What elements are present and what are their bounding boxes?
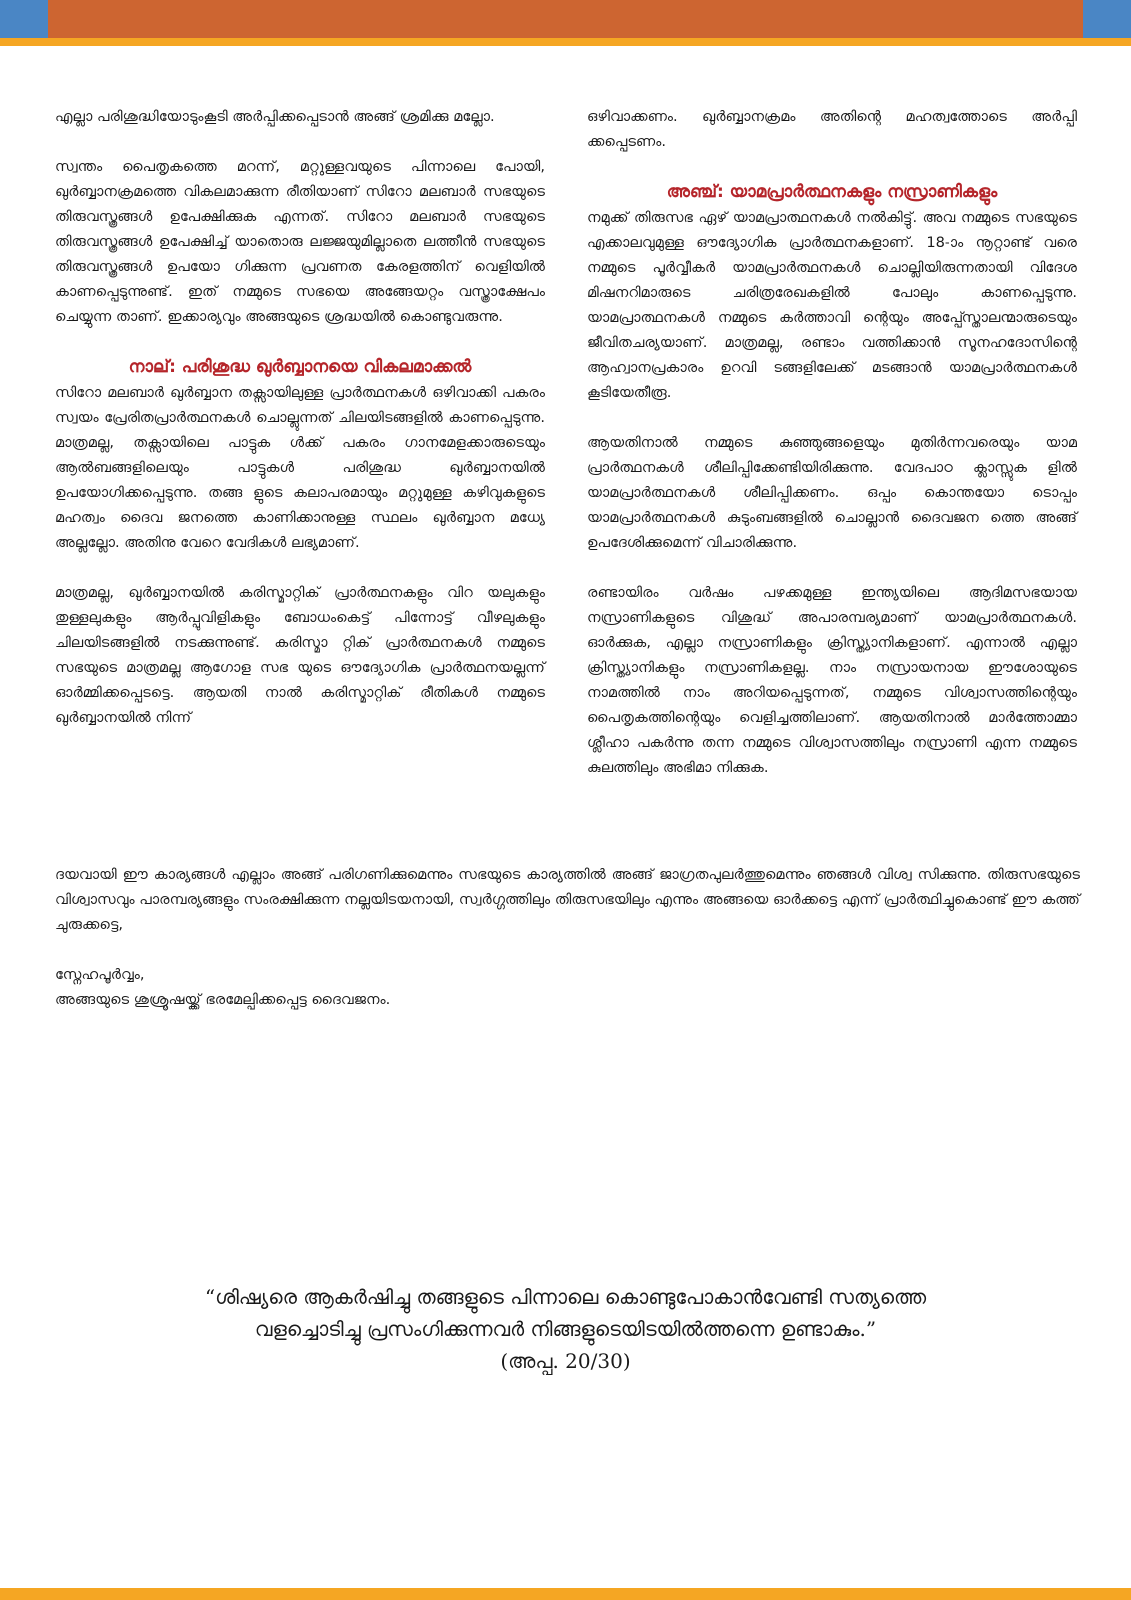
banner-stripe bbox=[0, 38, 1131, 46]
left-column bbox=[55, 104, 545, 755]
right-paragraph-2: നമുക്ക് തിരുസഭ ഏഴ് യാമപ്രാത്ഥനകൾ നൽകിട്ടു്. അവ നമ്മുടെ സഭയുടെ എക്കാലവുമുള്ള ഔദ്യോഗിക പ്രാർത്ഥനകളാണ്. 18-ാം നൂറ്റാണ്ട് വരെ നമ്മുടെ പൂർവ്വീകർ യാമപ്രാർത്ഥനകൾ ചൊല്ലിയിരുന്നതായി വിദേശ മിഷനറിമാരുടെ ചരിത്രരേഖകളിൽ പോലും കാണപ്പെടുന്നു. യാമപ്രാത്ഥനകൾ നമ്മുടെ കർത്താവി ന്റെയും അപ്പ്സ്തോലന്മാരുടെയും ജീവിതചര്യയാണ്. മാത്രമല്ല, രണ്ടാം വത്തിക്കാൻ സൂനഹദോസിന്റെ ആഹ്വാനപ്രകാരം ഉറവി ടങ്ങളിലേക്ക് മടങ്ങാൻ യാമപ്രാർത്ഥനകൾ കൂടിയേതീരൂ. bbox=[587, 209, 1077, 401]
right-paragraph-4: രണ്ടായിരം വർഷം പഴക്കമുള്ള ഇന്ത്യയിലെ ആദിമസഭയായ നസ്രാണികളുടെ വിശുദ്ധ് അപാരമ്പര്യമാണ് യാമപ്രാർത്ഥനകൾ. ഓർക്കുക, എല്ലാ നസ്രാണികളും ക്രിസ്ത്യാനികളാണ്. എന്നാൽ എല്ലാ ക്രിസ്ത്യാനികളും നസ്രാണികളല്ല. നാം നസ്രായനായ ഈശോയുടെ നാമത്തിൽ നാം അറിയപ്പെടുന്നത്, നമ്മുടെ വിശ്വാസത്തിന്റെയും പൈതൃകത്തിന്റെയും വെളിച്ചത്തിലാണ്. ആയതിനാൽ മാർത്തോമ്മാ ശ്ലീഹാ പകർന്നു തന്ന നമ്മുടെ വിശ്വാസത്തിലും നസ്രാണി എന്ന നമ്മുടെ കുലത്തിലും അഭിമാ നിക്കുക. bbox=[587, 584, 1077, 776]
quote-reference: (അപ്പ. 20/30) bbox=[500, 1349, 631, 1373]
right-paragraph-3: ആയതിനാൽ നമ്മുടെ കുഞ്ഞുങ്ങളെയും മുതിർന്നവരെയും യാമ പ്രാർത്ഥനകൾ ശീലിപ്പിക്കേണ്ടിയിരിക്കുന്നു. വേദപാഠ ക്ലാസ്സുക ളിൽ യാമപ്രാർത്ഥനകൾ ശീലിപ്പിക്കണം. ഒപ്പം കൊന്തയോ ടൊപ്പം യാമപ്രാർത്ഥനകൾ കുടുംബങ്ങളിൽ ചൊല്ലാൻ ദൈവജന ത്തെ അങ്ങ് ഉപദേശിക്കുമെന്ന് വിചാരിക്കുന്നു. bbox=[587, 434, 1077, 551]
closing-section bbox=[55, 862, 1080, 1012]
signoff-line-2: അങ്ങയുടെ ശുശ്രൂഷയ്ക്ക് ഭരമേല്പിക്കപ്പെട്ട ദൈവജനം. bbox=[55, 991, 391, 1008]
top-banner bbox=[0, 0, 1131, 46]
signoff-line-1: സ്നേഹപൂർവ്വം, bbox=[55, 966, 145, 983]
section-heading-five: അഞ്ച്: യാമപ്രാർത്ഥനകളും നസ്രാണികളും bbox=[666, 182, 998, 202]
left-paragraph-2: സ്വന്തം പൈതൃകത്തെ മറന്ന്, മറ്റുള്ളവയുടെ പിന്നാലെ പോയി, ഖുർബ്ബാനക്രമത്തെ വികലമാക്കുന്ന രീതിയാണ് സിറോ മലബാർ സഭയുടെ തിരുവസ്ത്രങ്ങൾ ഉപേക്ഷിക്കുക എന്നത്. സിറോ മലബാർ സഭയുടെ തിരുവസ്ത്രങ്ങൾ ഉപേക്ഷിച്ച് യാതൊരു ലജ്ജയുമില്ലാതെ ലത്തീൻ സഭയുടെ തിരുവസ്ത്രങ്ങൾ ഉപയോ ഗിക്കുന്ന പ്രവണത കേരളത്തിന് വെളിയിൽ കാണപ്പെടുന്നുണ്ട്. ഇത് നമ്മുടെ സഭയെ അങ്ങേയറ്റം വസ്ത്രാക്ഷേപം ചെയ്യുന്ന താണ്. ഇക്കാര്യവും അങ്ങയുടെ ശ്രദ്ധയിൽ കൊണ്ടുവരുന്നു. bbox=[55, 158, 545, 325]
scripture-quote bbox=[100, 1281, 1031, 1377]
bottom-stripe bbox=[0, 1588, 1131, 1600]
closing-paragraph: ദയവായി ഈ കാര്യങ്ങൾ എല്ലാം അങ്ങ് പരിഗണിക്കുമെന്നും സഭയുടെ കാര്യത്തിൽ അങ്ങ് ജാഗ്രതപുലർത്തുമെന്നും ഞങ്ങൾ വിശ്വ സിക്കുന്നു. തിരുസഭയുടെ വിശ്വാസവും പാരമ്പര്യങ്ങളും സംരക്ഷിക്കുന്ന നല്ലയിടയനായി, സ്വർഗ്ഗത്തിലും തിരുസഭയിലും എന്നും അങ്ങയെ ഓർക്കട്ടെ എന്ന് പ്രാർത്ഥിച്ചുകൊണ്ട് ഈ കത്ത് ചുരുക്കട്ടെ, bbox=[55, 866, 1080, 933]
quote-line-2: വളച്ചൊടിച്ചു പ്രസംഗിക്കുന്നവർ നിങ്ങളുടെയിടയിൽത്തന്നെ ഉണ്ടാകും.” bbox=[254, 1317, 877, 1341]
left-paragraph-4: മാത്രമല്ല, ഖുർബ്ബാനയിൽ കരിസ്മാറ്റിക് പ്രാർത്ഥനകളും വിറ യലുകളും തുള്ളലുകളും ആർപ്പുവിളികളും ബോധംകെട്ട് പിന്നോട്ട് വീഴലുകളും ചിലയിടങ്ങളിൽ നടക്കുന്നുണ്ട്. കരിസ്മാ റ്റിക് പ്രാർത്ഥനകൾ നമ്മുടെ സഭയുടെ മാത്രമല്ല ആഗോള സഭ യുടെ ഔദ്യോഗിക പ്രാർത്ഥനയല്ലന്ന് ഓർമ്മിക്കപ്പെടട്ടെ. ആയതി നാൽ കരിസ്മാറ്റിക് രീതികൾ നമ്മുടെ ഖുർബ്ബാനയിൽ നിന്ന് bbox=[55, 584, 545, 726]
right-paragraph-1: ഒഴിവാക്കണം. ഖുർബ്ബാനക്രമം അതിന്റെ മഹത്വത്തോടെ അർപ്പി ക്കപ്പെടണം. bbox=[587, 108, 1077, 150]
quote-line-1: “ശിഷ്യരെ ആകർഷിച്ചു തങ്ങളുടെ പിന്നാലെ കൊണ്ടുപോകാൻവേണ്ടി സത്യത്തെ bbox=[204, 1285, 927, 1309]
right-column bbox=[587, 104, 1077, 805]
left-paragraph-3: സിറോ മലബാർ ഖുർബ്ബാന തക്സായിലുള്ള പ്രാർത്ഥനകൾ ഒഴിവാക്കി പകരം സ്വയം പ്രേരിതപ്രാർത്ഥനകൾ ചൊല്ലുന്നത് ചിലയിടങ്ങളിൽ കാണപ്പെടുന്നു. മാത്രമല്ല, തക്സായിലെ പാട്ടുക ൾക്ക് പകരം ഗാനമേളക്കാരുടെയും ആൽബങ്ങളിലെയും പാട്ടുകൾ പരിശുദ്ധ ഖുർബ്ബാനയിൽ ഉപയോഗിക്കപ്പെടുന്നു. തങ്ങ ളുടെ കലാപരമായും മറ്റുമുള്ള കഴിവുകളുടെ മഹത്വം ദൈവ ജനത്തെ കാണിക്കാനുള്ള സ്ഥലം ഖുർബ്ബാന മധ്യേ അല്ലല്ലോ. അതിനു വേറെ വേദികൾ ലഭ്യമാണ്. bbox=[55, 384, 545, 551]
banner-left-accent bbox=[0, 0, 48, 38]
banner-right-accent bbox=[1083, 0, 1131, 38]
left-paragraph-1: എല്ലാ പരിശുദ്ധിയോടുംകൂടി അർപ്പിക്കപ്പെടാൻ അങ്ങ് ശ്രമിക്കു മല്ലോ. bbox=[55, 108, 495, 125]
banner-main bbox=[48, 0, 1083, 38]
section-heading-four: നാല്: പരിശുദ്ധ ഖുർബ്ബാനയെ വികലമാക്കൽ bbox=[128, 357, 472, 377]
